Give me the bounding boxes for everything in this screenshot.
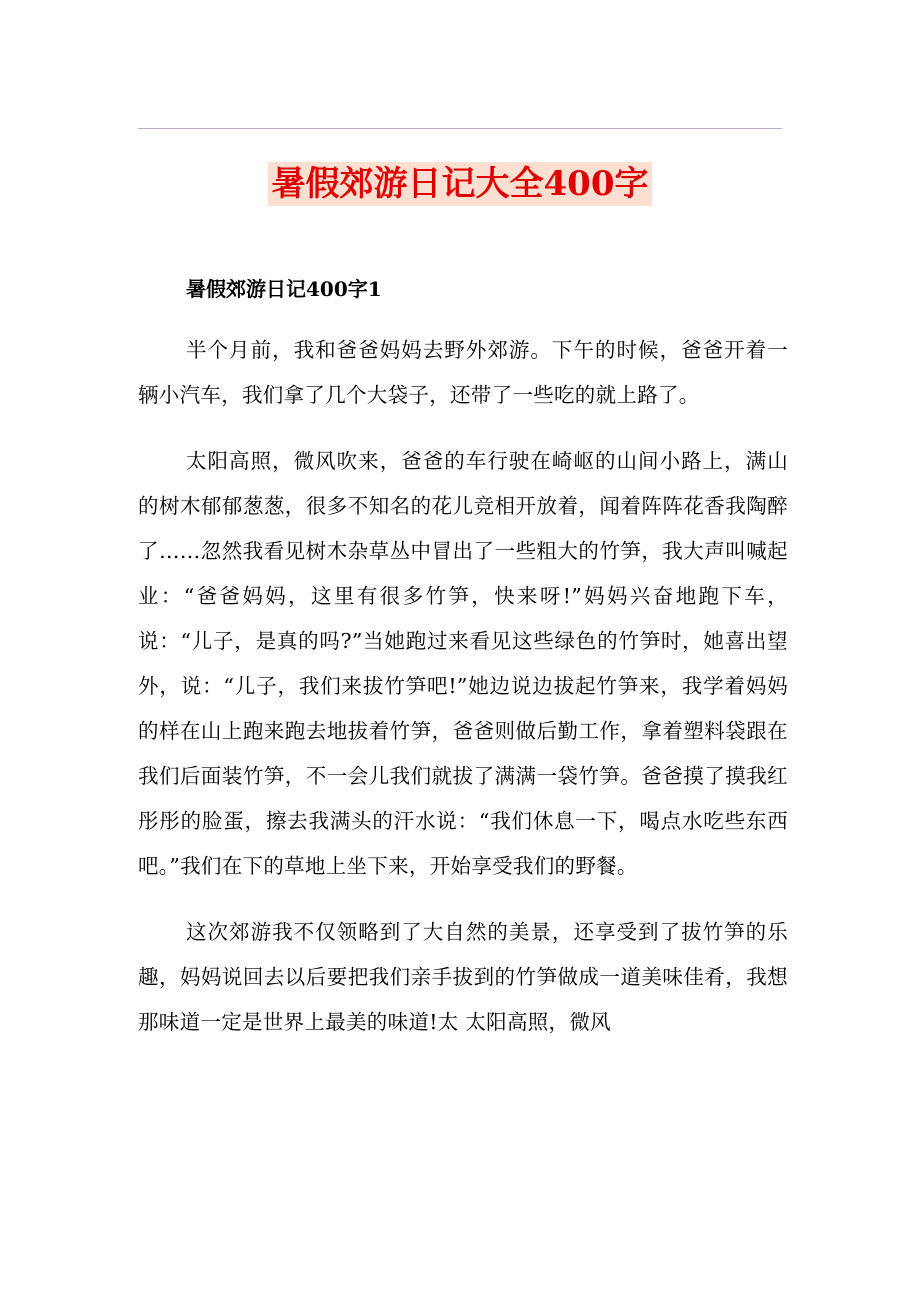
header-rule <box>138 128 782 129</box>
paragraph-1: 半个月前，我和爸爸妈妈去野外郊游。下午的时候，爸爸开着一辆小汽车，我们拿了几个大袋子，还带了一些吃的就上路了。 <box>138 338 788 407</box>
document-body <box>138 270 788 1066</box>
document-title: 暑假郊游日记大全400字 <box>268 162 653 206</box>
title-container <box>0 162 920 206</box>
paragraph-3: 这次郊游我不仅领略到了大自然的美景，还享受到了拔竹笋的乐趣，妈妈说回去以后要把我们亲手拔到的竹笋做成一道美味佳肴，我想那味道一定是世界上最美的味道!太 太阳高照，微风 <box>138 920 788 1034</box>
section-heading: 暑假郊游日记400字1 <box>186 277 382 301</box>
paragraph-2: 太阳高照，微风吹来，爸爸的车行驶在崎岖的山间小路上，满山的树木郁郁葱葱，很多不知名的花儿竞相开放着，闻着阵阵花香我陶醉了……忽然我看见树木杂草丛中冒出了一些粗大的竹笋，我大声叫喊起业：“爸爸妈妈，这里有很多竹笋，快来呀!”妈妈兴奋地跑下车，说：“儿子，是真的吗?”当她跑过来看见这些绿色的竹笋时，她喜出望外，说：“儿子，我们来拔竹笋吧!”她边说边拔起竹笋来，我学着妈妈的样在山上跑来跑去地拔着竹笋，爸爸则做后勤工作，拿着塑料袋跟在我们后面装竹笋，不一会儿我们就拔了满满一袋竹笋。爸爸摸了摸我红彤彤的脸蛋，擦去我满头的汗水说：“我们休息一下，喝点水吃些东西吧。”我们在下的草地上坐下来，开始享受我们的野餐。 <box>138 449 788 878</box>
